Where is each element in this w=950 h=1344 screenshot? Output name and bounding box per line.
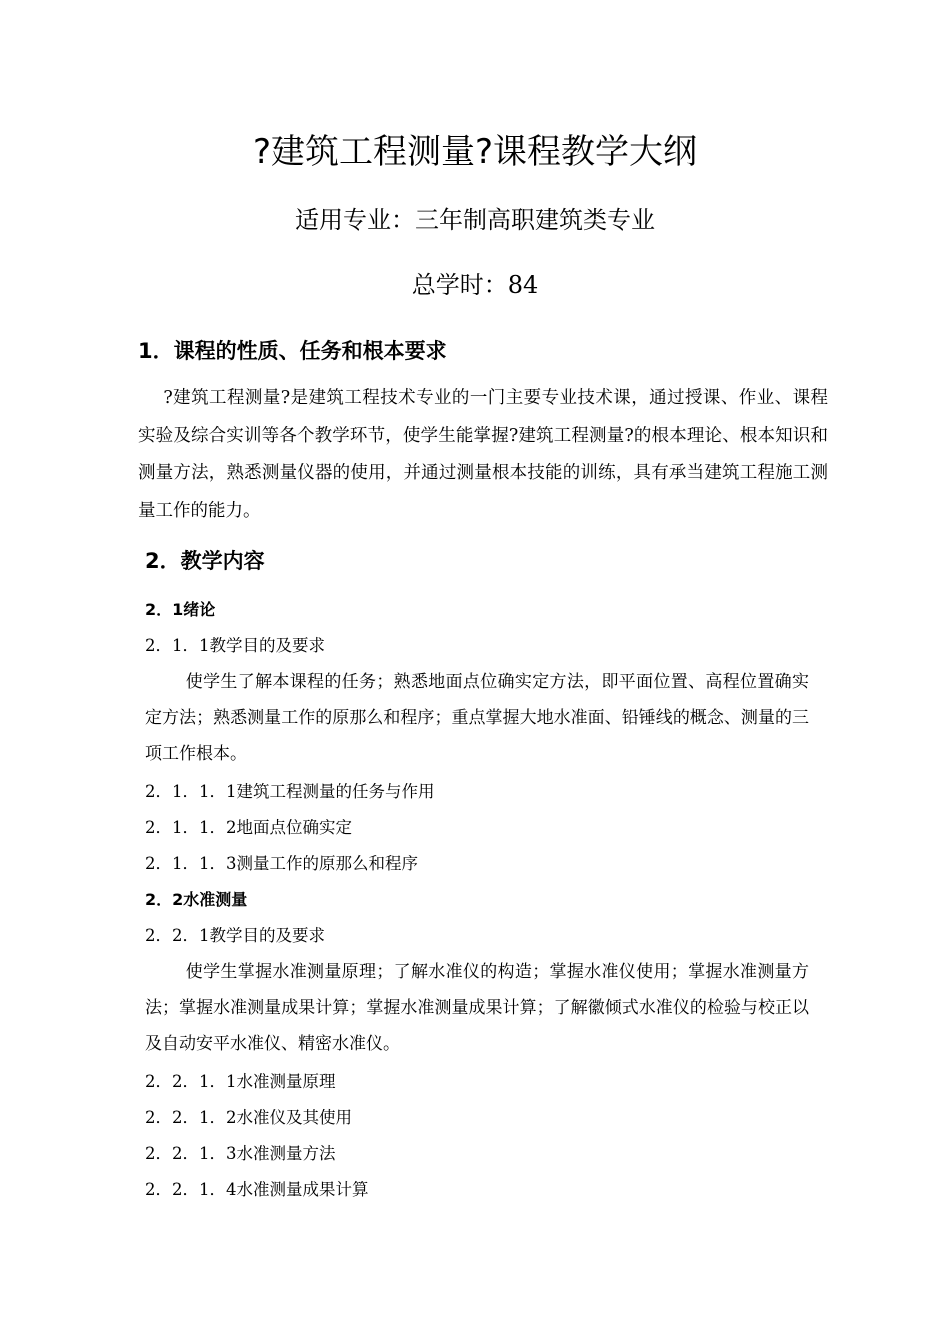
list-item: 2．2．1．1水准测量原理 — [145, 1072, 336, 1091]
subsection-2-1-1-text: 使学生了解本课程的任务；熟悉地面点位确实定方法，即平面位置、高程位置确实定方法；熟悉测量工作的原那么和程序；重点掌握大地水准面、铅锤线的概念、测量的三项工作根本。 — [145, 672, 809, 764]
list-item: 2．2．1．4水准测量成果计算 — [145, 1180, 369, 1199]
subsection-2-2-heading: 2．2水准测量 — [145, 890, 248, 909]
total-hours: 总学时：84 — [411, 271, 539, 299]
document-title: ?建筑工程测量?课程教学大纲 — [252, 132, 698, 172]
subsection-2-2-1-heading: 2．2．1教学目的及要求 — [145, 926, 325, 945]
list-item: 2．1．1．3测量工作的原那么和程序 — [145, 854, 418, 873]
list-item: 2．1．1．2地面点位确实定 — [145, 818, 352, 837]
section2-heading: 2．教学内容 — [145, 549, 265, 573]
list-item: 2．2．1．3水准测量方法 — [145, 1144, 336, 1163]
list-item: 2．1．1．1建筑工程测量的任务与作用 — [145, 782, 435, 801]
subsection-2-1-1-heading: 2．1．1教学目的及要求 — [145, 636, 325, 655]
list-item: 2．2．1．2水准仪及其使用 — [145, 1108, 352, 1127]
section1-heading: 1．课程的性质、任务和根本要求 — [138, 339, 447, 363]
subsection-2-1-heading: 2．1绪论 — [145, 600, 216, 619]
section1-paragraph: ?建筑工程测量?是建筑工程技术专业的一门主要专业技术课，通过授课、作业、课程实验及综合实训等各个教学环节，使学生能掌握?建筑工程测量?的根本理论、根本知识和测量方法，熟悉测量仪器的使用，并通过测量根本技能的训练，具有承当建筑工程施工测量工作的能力。 — [138, 388, 828, 521]
applicable-major: 适用专业：三年制高职建筑类专业 — [295, 206, 655, 234]
subsection-2-2-1-text: 使学生掌握水准测量原理；了解水准仪的构造；掌握水准仪使用；掌握水准测量方法；掌握水准测量成果计算；掌握水准测量成果计算；了解徽倾式水准仪的检验与校正以及自动安平水准仪、精密水准仪。 — [145, 962, 809, 1054]
